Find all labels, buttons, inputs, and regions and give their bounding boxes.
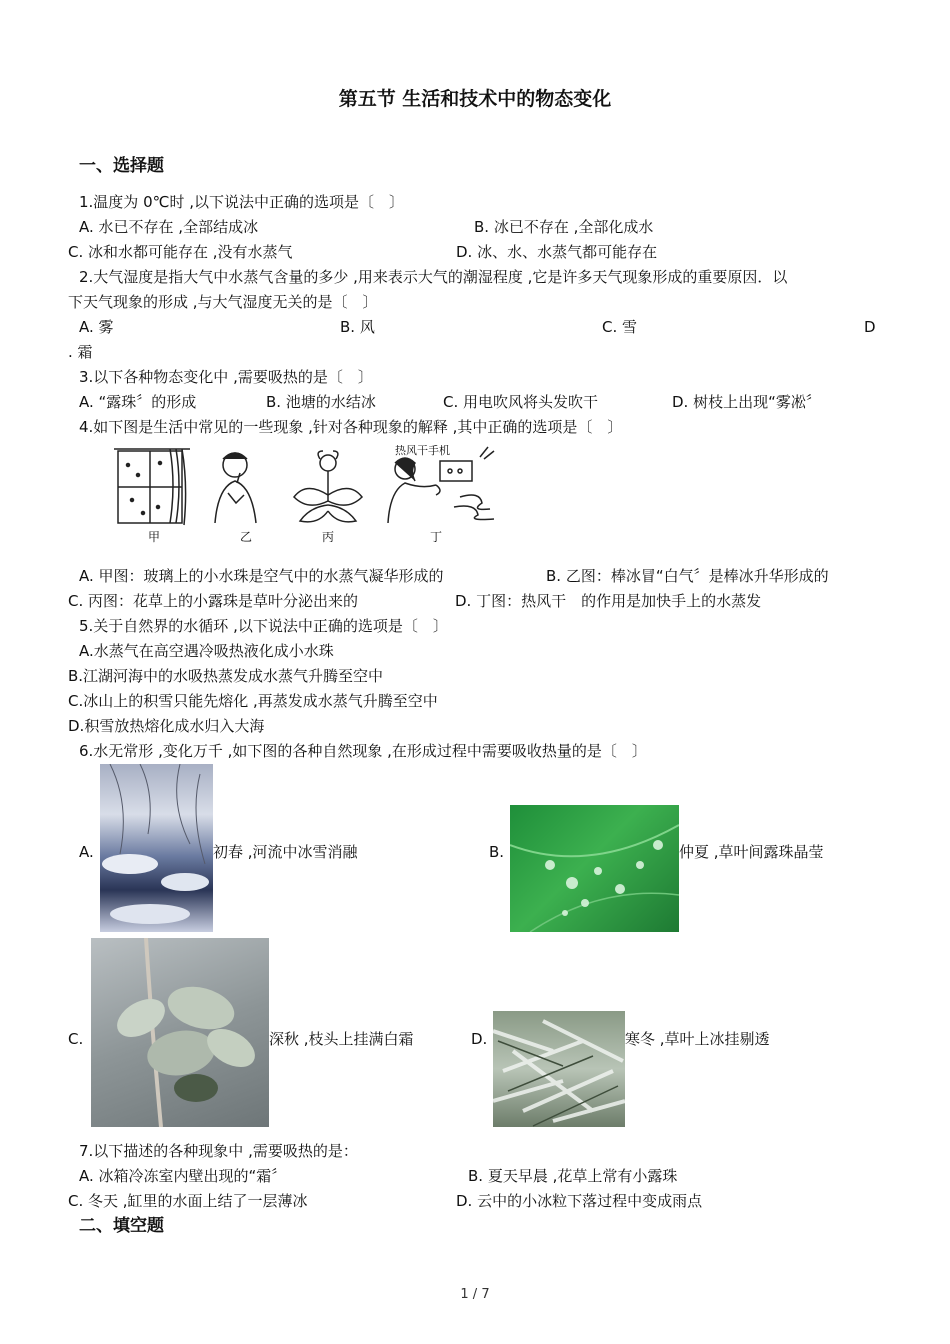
- melting-ice-river-photo: [100, 764, 213, 932]
- question-6-option-a-text: 初春 ,河流中冰雪消融: [213, 843, 358, 861]
- question-5-option-d: D.积雪放热熔化成水归入大海: [68, 717, 265, 735]
- question-2-stem-line2: 下天气现象的形成 ,与大气湿度无关的是〔 〕: [68, 293, 378, 311]
- figure-label-bing: 丙: [322, 530, 335, 544]
- page-number: 1 / 7: [460, 1287, 490, 1302]
- question-5-option-b: B.江湖河海中的水吸热蒸发成水蒸气升腾至空中: [68, 667, 384, 685]
- question-2-stem-line1: 2.大气湿度是指大气中水蒸气含量的多少 ,用来表示大气的潮湿程度 ,它是许多天气现象形成的重要原因．以: [79, 268, 788, 286]
- question-7-stem: 7.以下描述的各种现象中 ,需要吸热的是：: [79, 1142, 358, 1160]
- question-4-option-c: C. 丙图：花草上的小露珠是草叶分泌出来的: [68, 592, 359, 610]
- question-6-option-c-letter: C.: [68, 1030, 84, 1048]
- question-4-option-a: A. 甲图：玻璃上的小水珠是空气中的水蒸气凝华形成的: [79, 567, 444, 585]
- question-6-option-c-text: 深秋 ,枝头上挂满白霜: [269, 1030, 414, 1048]
- question-3-option-a: A. “露珠〞的形成: [79, 393, 197, 411]
- question-5-stem: 5.关于自然界的水循环 ,以下说法中正确的选项是〔 〕: [79, 617, 448, 635]
- figure-label-jia: 甲: [148, 530, 161, 544]
- question-4-figure: [110, 445, 505, 550]
- question-1-option-c: C. 冰和水都可能存在 ,没有水蒸气: [68, 243, 293, 261]
- question-7-option-d: D. 云中的小冰粒下落过程中变成雨点: [456, 1192, 703, 1210]
- figure-label-ding: 丁: [430, 530, 443, 544]
- question-7-option-b: B. 夏天早晨 ,花草上常有小露珠: [468, 1167, 678, 1185]
- question-2-option-c: C. 雪: [602, 318, 638, 336]
- figure-label-yi: 乙: [240, 530, 253, 544]
- question-6-option-d-letter: D.: [471, 1030, 488, 1048]
- question-1-option-a: A. 水已不存在 ,全部结成冰: [79, 218, 259, 236]
- question-1-option-b: B. 冰已不存在 ,全部化成水: [474, 218, 654, 236]
- question-2-option-a: A. 雾: [79, 318, 114, 336]
- question-6-stem: 6.水无常形 ,变化万千 ,如下图的各种自然现象 ,在形成过程中需要吸收热量的是〔 〕: [79, 742, 647, 760]
- question-6-option-a-letter: A.: [79, 843, 94, 861]
- question-7-option-c: C. 冬天 ,缸里的水面上结了一层薄冰: [68, 1192, 308, 1210]
- question-5-option-a: A.水蒸气在高空遇冷吸热液化成小水珠: [79, 642, 334, 660]
- hand-dryer-drawing: [388, 447, 494, 523]
- hand-dryer-sign: 热风干手机: [395, 445, 450, 457]
- question-6-option-d-text: 寒冬 ,草叶上冰挂剔透: [625, 1030, 770, 1048]
- question-2-option-b: B. 风: [340, 318, 375, 336]
- question-6-option-b-text: 仲夏 ,草叶间露珠晶莹: [679, 843, 824, 861]
- question-3-stem: 3.以下各种物态变化中 ,需要吸热的是〔 〕: [79, 368, 373, 386]
- window-drawing: [114, 449, 190, 525]
- flower-drawing: [294, 451, 362, 522]
- question-6-option-b-letter: B.: [489, 843, 505, 861]
- section-heading-fill-blank: 二、填空题: [79, 1216, 164, 1236]
- dew-on-leaf-photo: [510, 805, 679, 932]
- question-3-option-c: C. 用电吹风将头发吹干: [443, 393, 599, 411]
- frost-on-branch-photo: [91, 938, 269, 1127]
- question-2-option-d-text: . 霜: [68, 343, 93, 361]
- question-5-option-c: C.冰山上的积雪只能先熔化 ,再蒸发成水蒸气升腾至空中: [68, 692, 438, 710]
- section-heading-choice: 一、选择题: [79, 156, 164, 176]
- page-title: 第五节 生活和技术中的物态变化: [338, 88, 612, 110]
- question-3-option-b: B. 池塘的水结冰: [266, 393, 376, 411]
- question-4-stem: 4.如下图是生活中常见的一些现象 ,针对各种现象的解释 ,其中正确的选项是〔 〕: [79, 418, 623, 436]
- question-2-option-d-letter: D: [864, 318, 876, 336]
- question-1-stem: 1.温度为 0℃时 ,以下说法中正确的选项是〔 〕: [79, 193, 405, 211]
- icicles-on-grass-photo: [493, 1011, 625, 1127]
- question-4-option-d: D. 丁图：热风干 的作用是加快手上的水蒸发: [455, 592, 762, 610]
- question-1-option-d: D. 冰、水、水蒸气都可能存在: [456, 243, 658, 261]
- question-4-option-b: B. 乙图：棒冰冒“白气〞是棒冰升华形成的: [546, 567, 829, 585]
- person-drawing: [215, 453, 256, 523]
- question-3-option-d: D. 树枝上出现“雾凇〞: [672, 393, 821, 411]
- question-7-option-a: A. 冰箱冷冻室内壁出现的“霜〞: [79, 1167, 287, 1185]
